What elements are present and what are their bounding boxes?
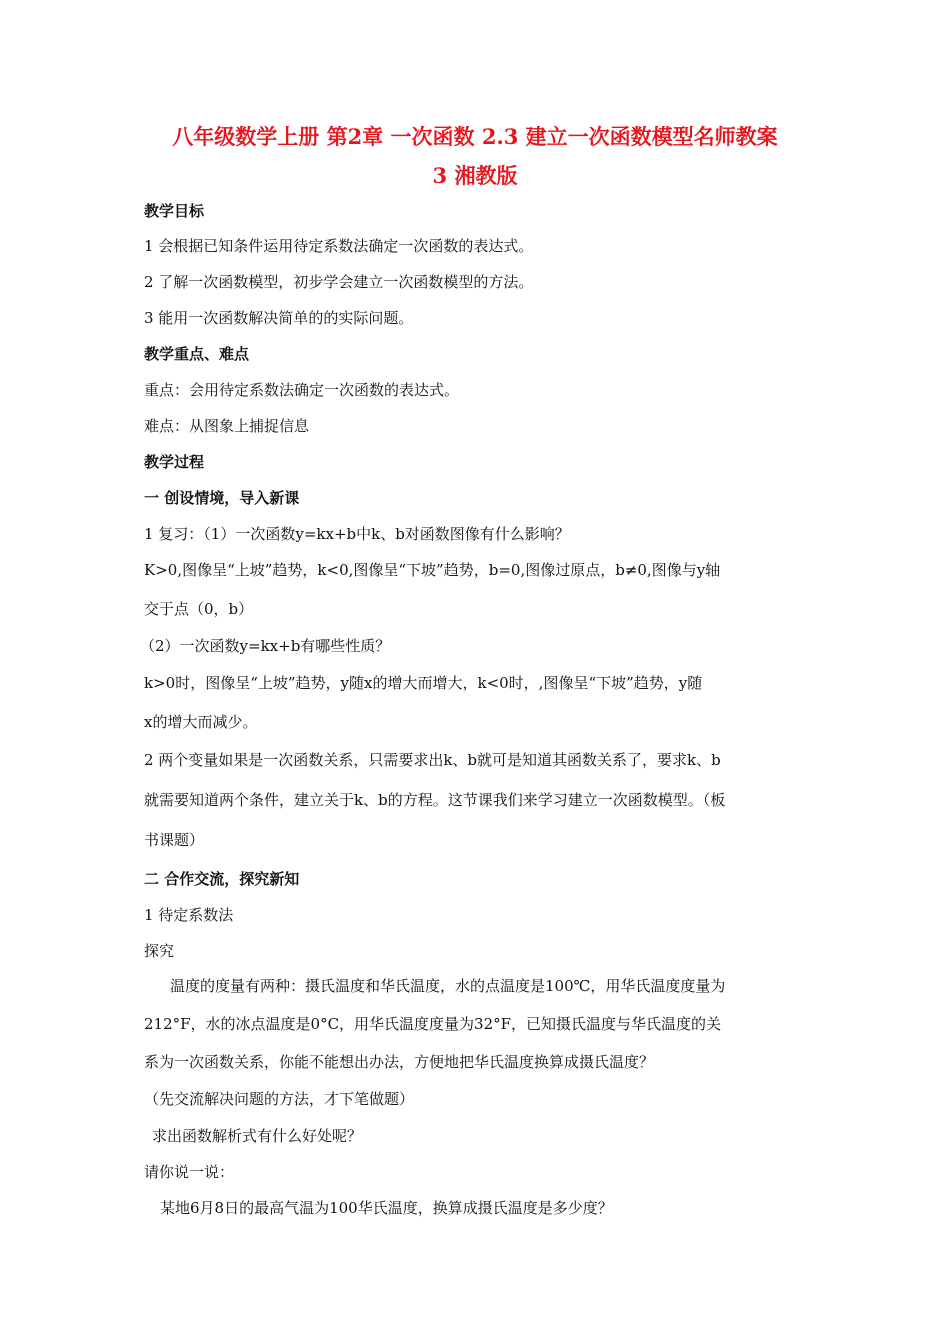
section-heading: 二 合作交流，探究新知 <box>144 870 300 888</box>
body-text-line: 请你说一说： <box>144 1163 235 1181</box>
body-text-line: 交于点（0，b） <box>144 600 254 618</box>
body-text-line: x的增大而减少。 <box>144 713 258 731</box>
body-text-line: 2 两个变量如果是一次函数关系，只需要求出k、b就可是知道其函数关系了，要求k、b <box>144 751 721 769</box>
body-text-line: 212°F，水的冰点温度是0°C，用华氏温度度量为32°F，已知摄氏温度与华氏温度的关 <box>144 1015 722 1033</box>
body-text-line: 某地6月8日的最高气温为100华氏温度，换算成摄氏温度是多少度？ <box>160 1199 613 1217</box>
section-heading: 教学过程 <box>144 453 205 471</box>
body-text-line: 温度的度量有两种：摄氏温度和华氏温度，水的点温度是100℃，用华氏温度度量为 <box>170 977 726 995</box>
body-text-line: 2 了解一次函数模型，初步学会建立一次函数模型的方法。 <box>144 273 534 291</box>
body-text-line: 1 会根据已知条件运用待定系数法确定一次函数的表达式。 <box>144 237 534 255</box>
body-text-line: 1 复习：（1）一次函数y=kx+b中k、b对函数图像有什么影响？ <box>144 525 570 543</box>
body-text-line: 书课题） <box>144 831 205 849</box>
body-text-line: k>0时，图像呈“上坡”趋势，y随x的增大而增大，k<0时，,图像呈“下坡”趋势，y随 <box>144 674 703 692</box>
document-title-line-1: 八年级数学上册 第2章 一次函数 2.3 建立一次函数模型名师教案 <box>172 124 778 149</box>
body-text-line: 难点：从图象上捕捉信息 <box>144 417 310 435</box>
body-text-line: 重点：会用待定系数法确定一次函数的表达式。 <box>144 381 460 399</box>
body-text-line: （2）一次函数y=kx+b有哪些性质？ <box>140 637 391 655</box>
body-text-line: 系为一次函数关系，你能不能想出办法，方便地把华氏温度换算成摄氏温度？ <box>144 1053 655 1071</box>
body-text-line: 求出函数解析式有什么好处呢？ <box>152 1127 363 1145</box>
body-text-line: 就需要知道两个条件，建立关于k、b的方程。这节课我们来学习建立一次函数模型。（板 <box>144 791 726 809</box>
body-text-line: 1 待定系数法 <box>144 906 234 924</box>
body-text-line: （先交流解决问题的方法，才下笔做题） <box>144 1090 415 1108</box>
section-heading: 教学目标 <box>144 202 205 220</box>
section-heading: 一 创设情境，导入新课 <box>144 489 300 507</box>
body-text-line: 3 能用一次函数解决简单的的实际问题。 <box>144 309 414 327</box>
document-title-line-2: 3 湘教版 <box>432 163 518 188</box>
body-text-line: K>0,图像呈“上坡”趋势，k<0,图像呈“下坡”趋势，b=0,图像过原点，b≠0,图像与y轴 <box>144 561 721 579</box>
section-heading: 教学重点、难点 <box>144 345 250 363</box>
body-text-line: 探究 <box>144 942 175 960</box>
